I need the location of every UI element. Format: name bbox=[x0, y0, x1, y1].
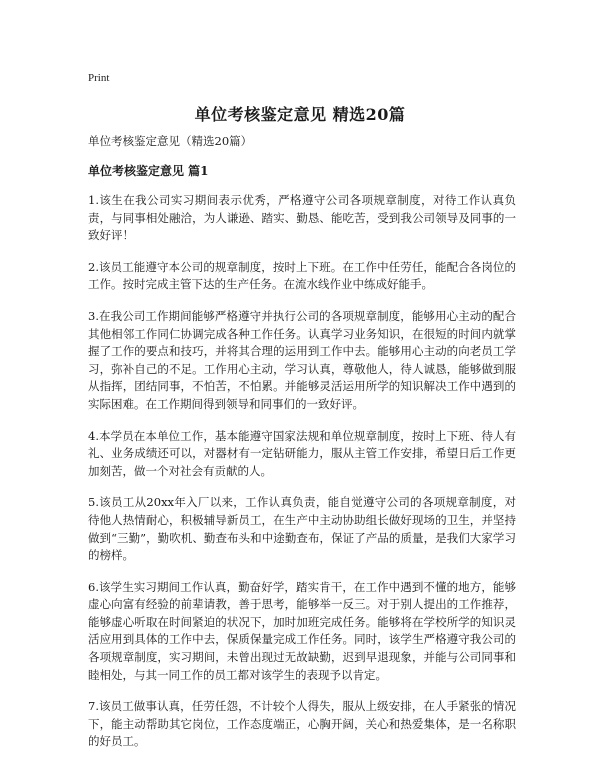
paragraph-5: 5.该员工从20xx年入厂以来，工作认真负责，能自觉遵守公司的各项规章制度，对待他人热情耐心，积极辅导新员工，在生产中主动协助组长做好现场的卫生，并坚持做到“三勤”，勤吹机、勤查布头和中途勤查布，保证了产品的质量，是我们大家学习的榜样。 bbox=[88, 495, 516, 563]
document-subtitle: 单位考核鉴定意见（精选20篇） bbox=[88, 134, 253, 148]
paragraph-6: 6.该学生实习期间工作认真，勤奋好学，踏实肯干，在工作中遇到不懂的地方，能够虚心向富有经验的前辈请教，善于思考，能够举一反三。对于别人提出的工作推荐，能够虚心听取在时间紧迫的状况下，加时加班完成任务。能够将在学校所学的知识灵活应用到具体的工作中去，保质保量完成工作任务。同时，该学生严格遵守我公司的各项规章制度，实习期间，未曾出现过无故缺勤，迟到早退现象，并能与公司同事和睦相处，与其一同工作的员工都对该学生的表现予以肯定。 bbox=[88, 579, 516, 682]
print-link[interactable]: Print bbox=[88, 72, 110, 84]
paragraph-1: 1.该生在我公司实习期间表示优秀，严格遵守公司各项规章制度，对待工作认真负责，与同事相处融洽，为人谦逊、踏实、勤恳、能吃苦，受到我公司领导及同事的一致好评！ bbox=[88, 193, 516, 243]
document-body bbox=[88, 132, 516, 765]
paragraph-7: 7.该员工做事认真，任劳任怨，不计较个人得失，服从上级安排，在人手紧张的情况下，能主动帮助其它岗位，工作态度端正，心胸开阔，关心和热爱集体，是一名称职的好员工。 bbox=[88, 699, 516, 749]
paragraph-3: 3.在我公司工作期间能够严格遵守并执行公司的各项规章制度，能够用心主动的配合其他相邻工作同仁协调完成各种工作任务。认真学习业务知识，在很短的时间内就掌握了工作的要点和技巧，并将其合理的运用到工作中去。能够用心主动的向老员工学习，弥补自己的不足。工作用心主动，学习认真，尊敬他人，待人诚恳，能够做到服从指挥，团结同事，不怕苦，不怕累。并能够灵活运用所学的知识解决工作中遇到的实际困难。在工作期间得到领导和同事们的一致好评。 bbox=[88, 308, 516, 411]
paragraph-4: 4.本学员在本单位工作，基本能遵守国家法规和单位规章制度，按时上下班、待人有礼、业务成绩还可以，对器材有一定钻研能力，服从主管工作安排，希望日后工作更加刻苦，做一个对社会有贡献的人。 bbox=[88, 428, 516, 478]
paragraph-2: 2.该员工能遵守本公司的规章制度，按时上下班。在工作中任劳任，能配合各岗位的工作。按时完成主管下达的生产任务。在流水线作业中练成好能手。 bbox=[88, 259, 516, 292]
page-title: 单位考核鉴定意见 精选20篇 bbox=[194, 105, 406, 124]
section-heading: 单位考核鉴定意见 篇1 bbox=[88, 164, 209, 178]
